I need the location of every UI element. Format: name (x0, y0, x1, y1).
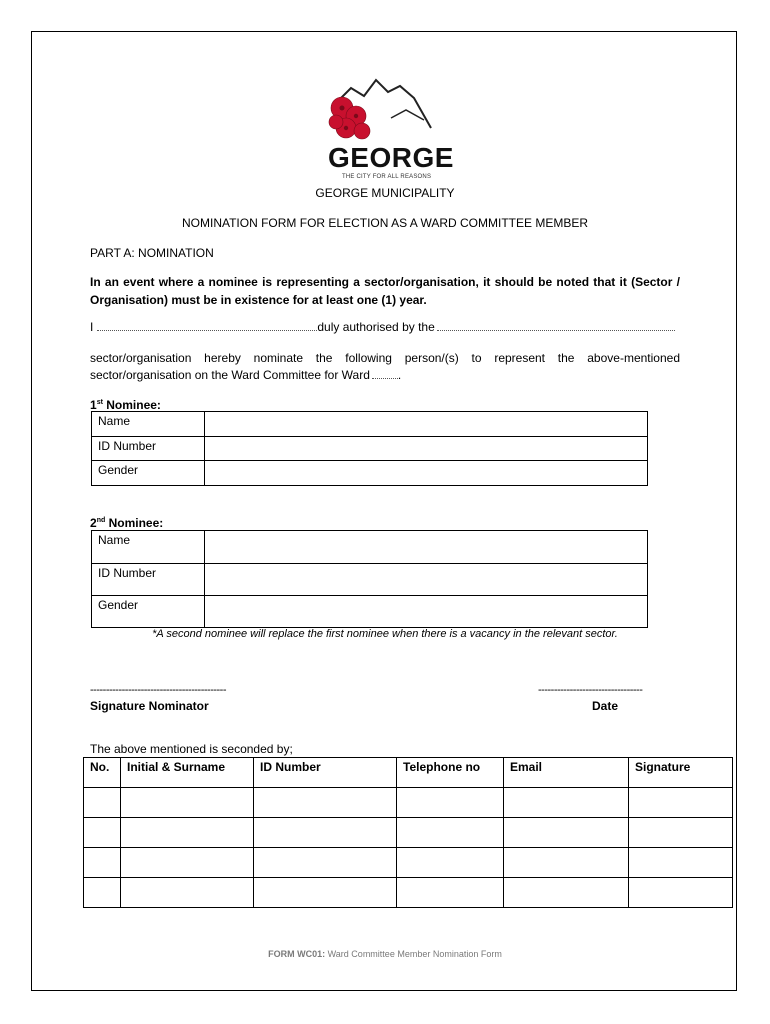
col-email: Email (504, 758, 629, 788)
seconder-cell[interactable] (397, 878, 504, 908)
seconder-cell[interactable] (397, 818, 504, 848)
part-a-heading: PART A: NOMINATION (90, 246, 214, 260)
sector-statement-end: . (397, 368, 402, 382)
nominee-1-label: Nominee: (102, 398, 161, 412)
nominee-2-ordinal-suffix: nd (96, 517, 106, 524)
logo-wordmark: GEORGE (328, 142, 454, 173)
nominee-2-name-row (92, 531, 648, 564)
seconder-cell[interactable] (504, 848, 629, 878)
seconder-cell[interactable] (629, 878, 733, 908)
seconder-cell[interactable] (84, 878, 121, 908)
seconder-cell[interactable] (504, 878, 629, 908)
seconded-intro: The above mentioned is seconded by; (90, 742, 293, 756)
seconder-row (84, 818, 733, 848)
logo-flower-mountain-graphic (296, 58, 446, 148)
seconder-row (84, 878, 733, 908)
nominee-1-name-row (92, 412, 648, 437)
municipality-heading: GEORGE MUNICIPALITY (315, 186, 455, 200)
seconder-cell[interactable] (397, 848, 504, 878)
seconder-cell[interactable] (121, 818, 254, 848)
col-initial-surname: Initial & Surname (121, 758, 254, 788)
seconder-cell[interactable] (629, 788, 733, 818)
nominator-signature-line[interactable]: ------------------------------------------- (90, 684, 227, 696)
col-id-number: ID Number (254, 758, 397, 788)
nominee-1-id-label: ID Number (92, 437, 205, 461)
seconder-cell[interactable] (629, 818, 733, 848)
seconder-table (83, 757, 733, 908)
seconder-cell[interactable] (254, 818, 397, 848)
seconder-cell[interactable] (121, 878, 254, 908)
nominee-1-heading (90, 398, 161, 412)
seconder-cell[interactable] (121, 788, 254, 818)
nominee-1-gender-label: Gender (92, 461, 205, 486)
nominee-1-ordinal: 1 (90, 398, 97, 412)
footer-form-name: Ward Committee Member Nomination Form (325, 949, 502, 959)
nominee-1-id-row (92, 437, 648, 461)
nominator-name-blank[interactable] (97, 320, 317, 331)
nominee-2-gender-label: Gender (92, 596, 205, 628)
seconder-cell[interactable] (254, 878, 397, 908)
nominee-2-id-input[interactable] (205, 564, 648, 596)
nominee-1-gender-input[interactable] (205, 461, 648, 486)
nominee-2-gender-row (92, 596, 648, 628)
seconder-cell[interactable] (84, 848, 121, 878)
footer-form-code: FORM WC01: (268, 949, 326, 959)
seconder-cell[interactable] (84, 788, 121, 818)
organisation-name-blank[interactable] (437, 320, 675, 331)
date-line[interactable]: --------------------------------- (538, 684, 643, 696)
seconder-cell[interactable] (397, 788, 504, 818)
seconder-cell[interactable] (254, 848, 397, 878)
seconder-row (84, 788, 733, 818)
form-footer (0, 949, 770, 959)
nominator-signature-label: Signature Nominator (90, 699, 209, 713)
seconder-cell[interactable] (629, 848, 733, 878)
george-logo (296, 58, 454, 180)
nominee-2-name-label: Name (92, 531, 205, 564)
nominee-2-gender-input[interactable] (205, 596, 648, 628)
ward-number-blank[interactable] (372, 368, 398, 379)
logo-tagline: THE CITY FOR ALL REASONS (342, 174, 432, 180)
seconder-cell[interactable] (84, 818, 121, 848)
nominee-2-label: Nominee: (105, 516, 164, 530)
nominee-2-id-row (92, 564, 648, 596)
nominee-2-heading (90, 516, 163, 530)
nominee-2-table (91, 530, 648, 628)
authorised-prefix: I (90, 320, 94, 334)
nominee-1-id-input[interactable] (205, 437, 648, 461)
nominee-1-name-label: Name (92, 412, 205, 437)
col-telephone: Telephone no (397, 758, 504, 788)
authorised-line (90, 320, 682, 334)
seconder-cell[interactable] (504, 818, 629, 848)
nominee-1-ordinal-suffix: st (96, 399, 103, 406)
date-label: Date (592, 699, 619, 713)
nominee-2-ordinal: 2 (90, 516, 97, 530)
sector-statement (90, 350, 680, 384)
nominee-1-table (91, 411, 648, 486)
sector-statement-text: sector/organisation hereby nominate the following person/(s) to represent the above-mentioned sector/organisation on the Ward Committee for Ward (90, 351, 680, 382)
seconder-cell[interactable] (504, 788, 629, 818)
nominee-1-gender-row (92, 461, 648, 486)
form-title: NOMINATION FORM FOR ELECTION AS A WARD COMMITTEE MEMBER (181, 216, 589, 230)
seconder-cell[interactable] (254, 788, 397, 818)
sector-notice: In an event where a nominee is representing a sector/organisation, it should be noted that it (Sector / Organisation) must be in existence for at least one (1) year. (90, 275, 680, 307)
col-no: No. (84, 758, 121, 788)
seconder-row (84, 848, 733, 878)
authorised-middle: duly authorised by the (317, 320, 435, 334)
seconder-header-row (84, 758, 733, 788)
seconder-cell[interactable] (121, 848, 254, 878)
col-signature: Signature (629, 758, 733, 788)
nominee-2-id-label: ID Number (92, 564, 205, 596)
second-nominee-note: *A second nominee will replace the first nominee when there is a vacancy in the relevant sector. (152, 628, 618, 640)
nominee-1-name-input[interactable] (205, 412, 648, 437)
nominee-2-name-input[interactable] (205, 531, 648, 564)
